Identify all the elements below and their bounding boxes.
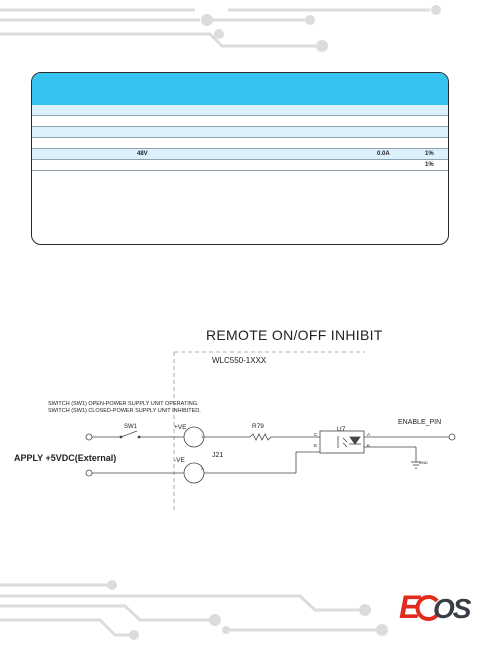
ecos-logo [395, 587, 485, 633]
apply-voltage-label: APPLY +5VDC(External) [14, 453, 117, 463]
pin-1-label: 1 [201, 434, 204, 439]
r79-label: R79 [252, 423, 264, 430]
pin-c-label: C [314, 432, 318, 437]
minus-ve-label: -VE [174, 457, 185, 464]
plus-ve-label: +VE [174, 424, 187, 431]
model-number: WLC550-1XXX [212, 356, 267, 365]
current-cell: 0.0A [377, 151, 390, 157]
logo-os: OS [433, 593, 470, 624]
pin-2-label: 2 [201, 466, 204, 471]
regulation-cell: 1% [425, 162, 434, 168]
schematic-title: REMOTE ON/OFF INHIBIT [206, 327, 383, 343]
enable-pin-label: ENABLE_PIN [398, 419, 442, 426]
logo-e: E [399, 589, 419, 625]
voltage-cell: 48V [137, 151, 148, 157]
note-switch-open: SWITCH (SW1) OPEN-POWER SUPPLY UNIT OPERATING. [48, 401, 199, 407]
regulation-cell: 1% [425, 151, 434, 157]
pin-k-label: K [367, 443, 371, 448]
note-switch-closed: SWITCH (SW1) CLOSED-POWER SUPPLY UNIT INHIBITED. [48, 408, 201, 414]
pin-a-label: A [367, 432, 371, 437]
u7-label: U7 [337, 426, 346, 433]
j21-label: J21 [212, 452, 224, 459]
sw1-label: SW1 [124, 424, 138, 430]
gnd-label: GND [419, 460, 428, 465]
pin-e-label: E [314, 443, 318, 448]
